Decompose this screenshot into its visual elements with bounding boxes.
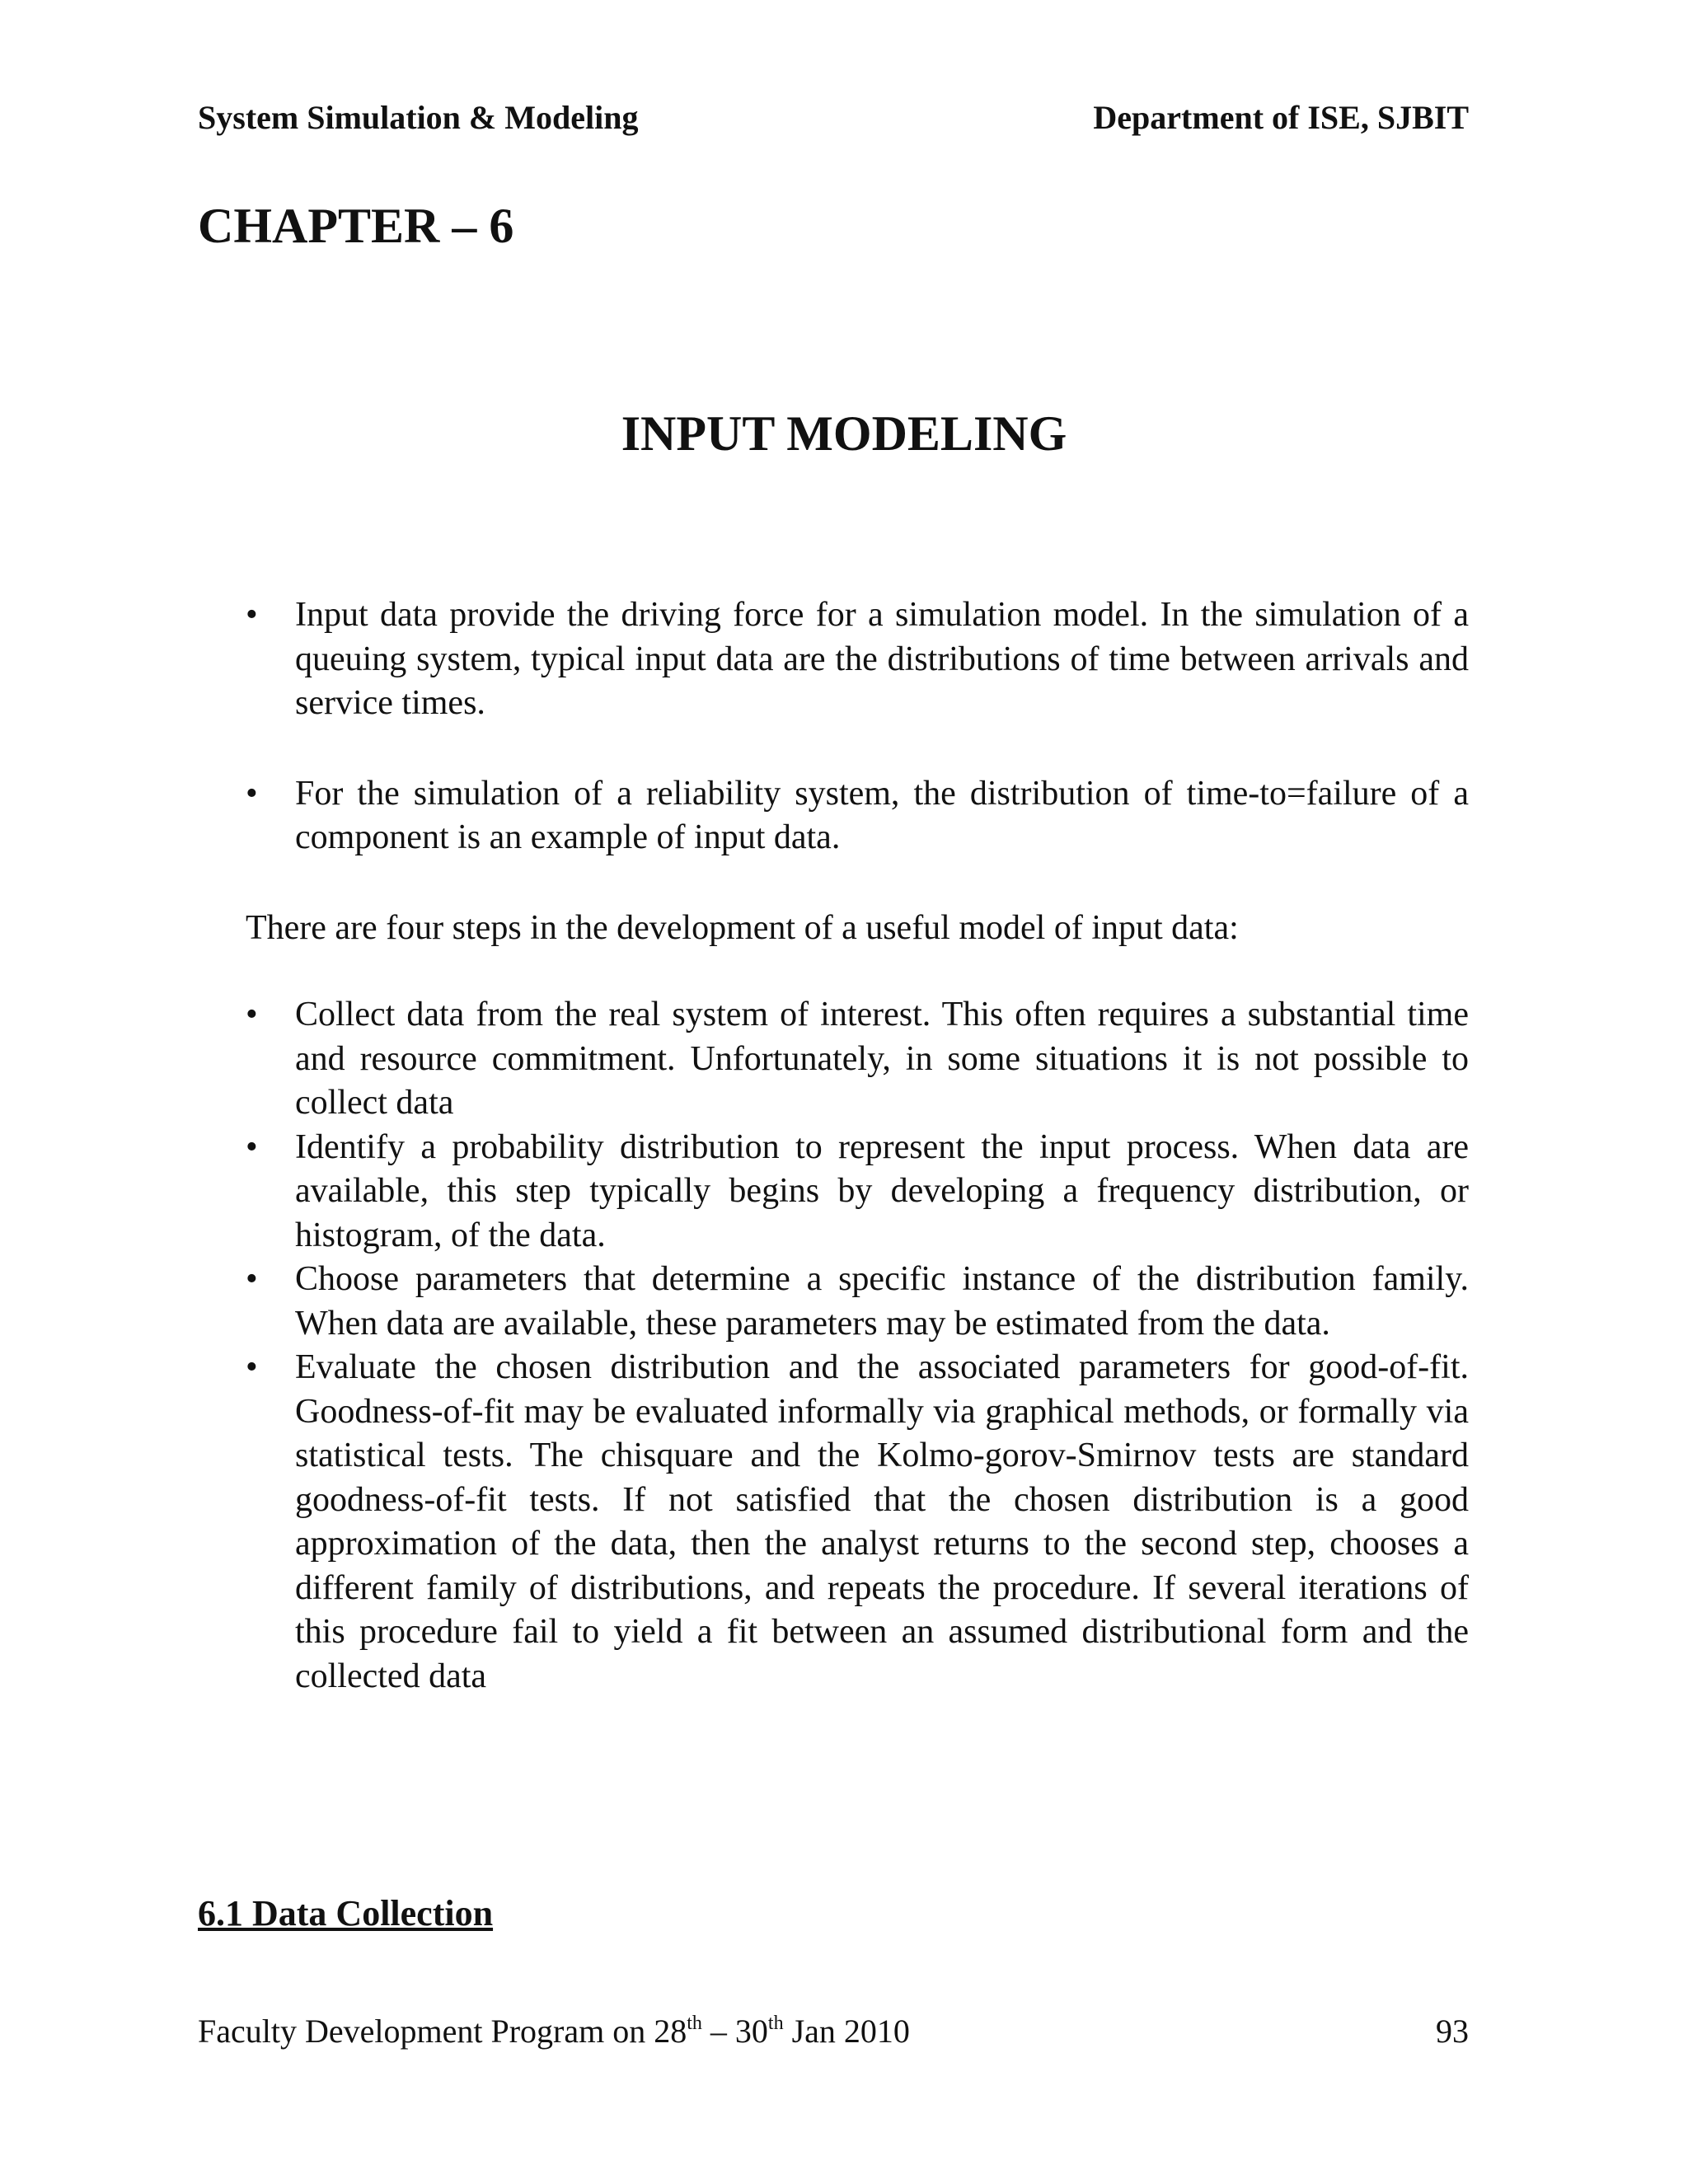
- steps-intro-paragraph: There are four steps in the development of a useful model of input data:: [246, 908, 1239, 947]
- list-item-text: For the simulation of a reliability system, the distribution of time-to=failure of a component is an example of input data.: [295, 774, 1469, 856]
- list-item: [246, 593, 1469, 726]
- list-item-text: Identify a probability distribution to represent the input process. When data are available, this step typically begins by developing a frequency distribution, or histogram, of the data.: [295, 1127, 1469, 1254]
- bullet-icon: •: [246, 596, 258, 634]
- footer-text-end: Jan 2010: [783, 2013, 910, 2050]
- bullet-icon: •: [246, 1348, 258, 1386]
- footer-superscript: th: [767, 2013, 784, 2034]
- list-item-text: Collect data from the real system of interest. This often requires a substantial time and resource commitment. Unfortunately, in some situations it is not possible to collect data: [295, 996, 1469, 1122]
- list-item-text: Evaluate the chosen distribution and the associated parameters for good-of-fit. Goodness-of-fit may be evaluated informally via graphical methods, or formally via statistical tests. The chisquare and the Kolmo-gorov-Smirnov tests are standard goodness-of-fit tests. If not satisfied that the chosen distribution is a good approximation of the data, then the analyst returns to the second step, chooses a different family of distributions, and repeats the procedure. If several iterations of this procedure fail to yield a fit between an assumed distributional form and the collected data: [295, 1348, 1469, 1695]
- bullet-icon: •: [246, 996, 258, 1033]
- footer-program-text: [198, 2011, 910, 2052]
- footer-superscript: th: [687, 2013, 702, 2034]
- list-item: [246, 1346, 1469, 1699]
- list-item: [246, 772, 1469, 860]
- intro-bullet-list: [246, 593, 1469, 860]
- running-footer: [198, 2011, 1469, 2052]
- page-number: 93: [1436, 2013, 1469, 2050]
- bullet-icon: •: [246, 1127, 258, 1166]
- chapter-title: INPUT MODELING: [621, 406, 1067, 461]
- footer-text-middle: – 30: [701, 2013, 768, 2050]
- header-course-title: System Simulation & Modeling: [198, 99, 639, 136]
- list-item: [246, 1258, 1469, 1346]
- bullet-icon: •: [246, 774, 258, 813]
- list-item-text: Choose parameters that determine a specific instance of the distribution family. When data are available, these parameters may be estimated from the data.: [295, 1260, 1469, 1343]
- bullet-icon: •: [246, 1260, 258, 1298]
- list-item: [246, 1126, 1469, 1258]
- body-content: [246, 593, 1469, 1699]
- list-item: [246, 993, 1469, 1126]
- running-header: [198, 97, 1469, 138]
- section-heading: 6.1 Data Collection: [198, 1893, 494, 1933]
- chapter-number: CHAPTER – 6: [198, 199, 514, 253]
- footer-text-start: Faculty Development Program on 28: [198, 2013, 687, 2050]
- list-item-text: Input data provide the driving force for a simulation model. In the simulation of a queuing system, typical input data are the distributions of time between arrivals and service times.: [295, 596, 1469, 722]
- header-department: Department of ISE, SJBIT: [1093, 99, 1469, 136]
- steps-bullet-list: [246, 993, 1469, 1699]
